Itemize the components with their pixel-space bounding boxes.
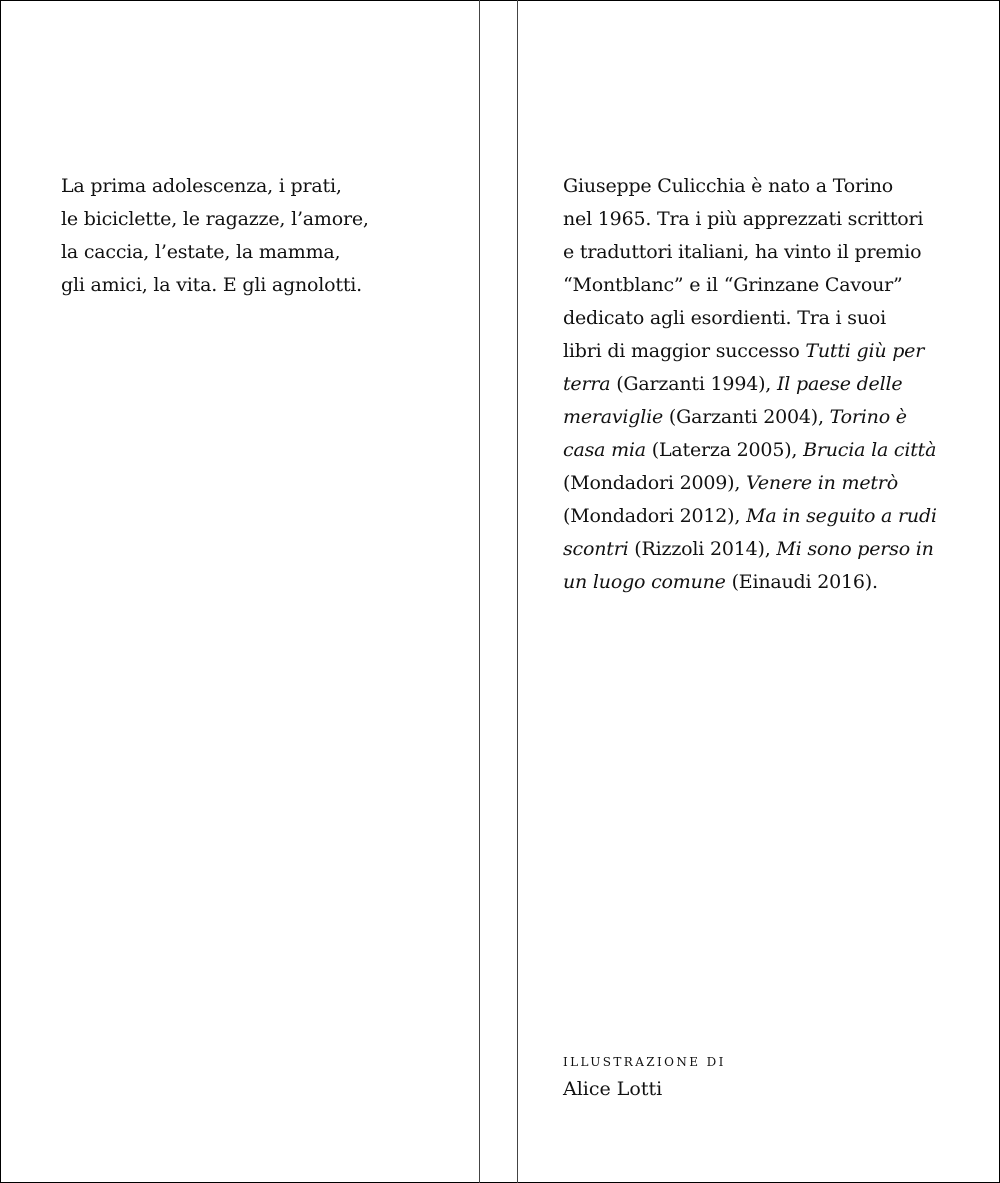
- bio-line: [563, 170, 923, 203]
- bio-line: [563, 236, 923, 269]
- illustration-credit: [563, 1054, 726, 1104]
- spine-fold-line-right: [517, 0, 518, 1183]
- bio-line: [563, 533, 934, 566]
- bio-text: Giuseppe Culicchia è nato a Torino: [563, 175, 893, 197]
- bio-text: dedicato agli esordienti. Tra i suoi: [563, 307, 886, 329]
- book-title: Ma in seguito a rudi: [746, 505, 937, 527]
- bio-line: [563, 203, 923, 236]
- book-title: Brucia la città: [803, 439, 937, 461]
- book-title: Il paese delle: [777, 373, 903, 395]
- illustrator-name: Alice Lotti: [563, 1078, 663, 1100]
- book-title: scontri: [563, 538, 629, 560]
- bio-text: (Mondadori 2009),: [563, 472, 747, 494]
- spine-fold-line-left: [479, 0, 480, 1183]
- book-title: Mi sono perso in: [776, 538, 934, 560]
- bio-text: (Garzanti 1994),: [610, 373, 777, 395]
- book-title: Tutti giù per: [805, 340, 925, 362]
- blurb-line: le biciclette, le ragazze, l’amore,: [61, 208, 369, 230]
- illustration-credit-label: ILLUSTRAZIONE DI: [563, 1055, 726, 1069]
- bio-line: [563, 269, 923, 302]
- bio-text: (Mondadori 2012),: [563, 505, 747, 527]
- bio-line: [563, 401, 923, 434]
- front-flap-blurb: [61, 170, 381, 302]
- bio-line: [563, 335, 923, 368]
- bio-line: [563, 434, 937, 467]
- book-title: un luogo comune: [563, 571, 726, 593]
- bio-text: nel 1965. Tra i più apprezzati scrittori: [563, 208, 924, 230]
- bio-line: [563, 368, 923, 401]
- blurb-line: gli amici, la vita. E gli agnolotti.: [61, 274, 363, 296]
- blurb-line: La prima adolescenza, i prati,: [61, 175, 342, 197]
- bio-line: [563, 566, 923, 599]
- bio-text: e traduttori italiani, ha vinto il premio: [563, 241, 922, 263]
- book-title: Venere in metrò: [746, 472, 898, 494]
- author-biography: [563, 170, 937, 599]
- bio-line: [563, 302, 923, 335]
- bio-text: (Laterza 2005),: [645, 439, 804, 461]
- bio-line: [563, 467, 923, 500]
- book-title: casa mia: [563, 439, 646, 461]
- blurb-line: la caccia, l’estate, la mamma,: [61, 241, 341, 263]
- bio-text: (Einaudi 2016).: [725, 571, 878, 593]
- bio-text: (Rizzoli 2014),: [628, 538, 777, 560]
- bio-text: (Garzanti 2004),: [663, 406, 830, 428]
- book-title: Torino è: [829, 406, 907, 428]
- book-title: meraviglie: [563, 406, 664, 428]
- book-title: terra: [563, 373, 611, 395]
- bio-line: [563, 500, 937, 533]
- bio-text: libri di maggior successo: [563, 340, 806, 362]
- bio-text: “Montblanc” e il “Grinzane Cavour”: [563, 274, 903, 296]
